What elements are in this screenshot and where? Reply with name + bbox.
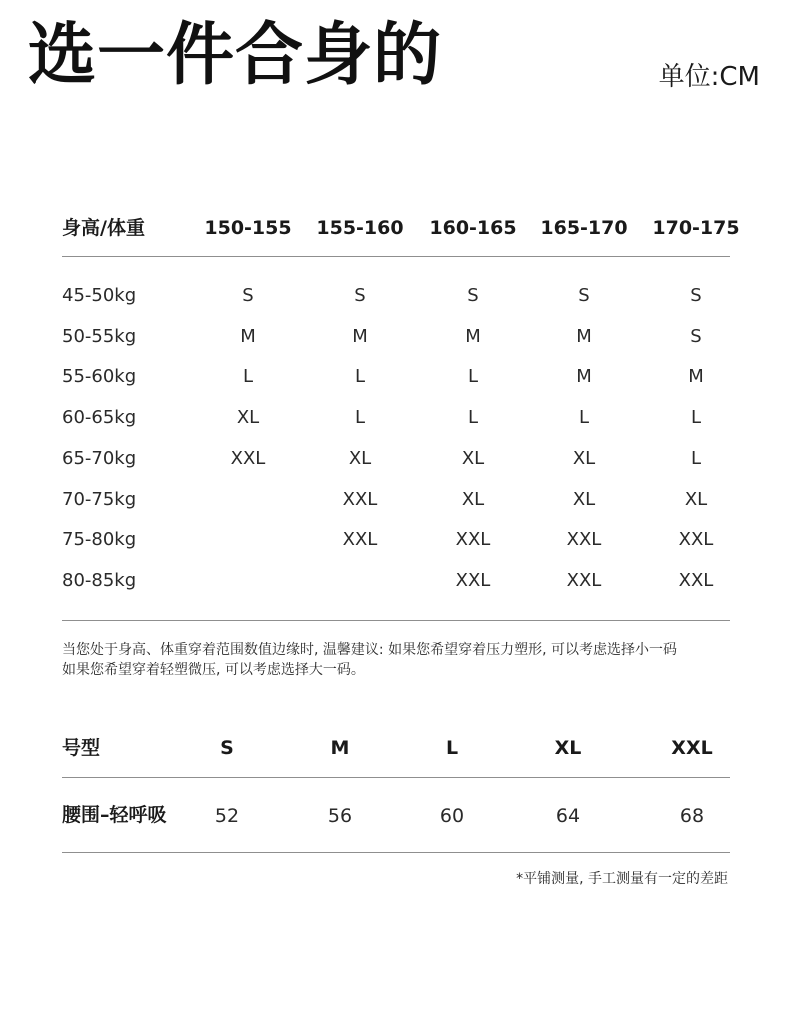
header-divider	[62, 256, 730, 257]
height-column-header: 170-175	[652, 217, 740, 239]
weight-row-label: 55-60kg	[62, 366, 137, 387]
size-cell: XL	[461, 489, 485, 510]
size-cell: S	[690, 285, 702, 306]
size-cell: XL	[236, 407, 260, 428]
size-cell: M	[240, 326, 256, 347]
waist-bottom-divider	[62, 852, 730, 853]
waist-size-header: XXL	[671, 737, 713, 759]
size-cell: XXL	[455, 529, 491, 550]
waist-header-divider	[62, 777, 730, 778]
size-cell: L	[690, 407, 702, 428]
waist-size-header: XL	[554, 737, 582, 759]
size-cell: S	[354, 285, 366, 306]
size-advice-line-1: 当您处于身高、体重穿着范围数值边缘时, 温馨建议: 如果您希望穿着压力塑形, 可以考虑选择小一码	[62, 642, 677, 658]
size-cell: XXL	[678, 570, 714, 591]
weight-row-label: 50-55kg	[62, 326, 137, 347]
size-cell: XL	[461, 448, 485, 469]
size-cell: XXL	[678, 529, 714, 550]
size-cell: L	[354, 366, 366, 387]
height-column-header: 155-160	[316, 217, 404, 239]
size-cell: XXL	[455, 570, 491, 591]
waist-value: 52	[214, 805, 240, 827]
size-advice-note	[62, 640, 742, 680]
weight-row-label: 80-85kg	[62, 570, 137, 591]
waist-row-label: 腰围–轻呼吸	[62, 804, 167, 826]
weight-row-label: 60-65kg	[62, 407, 137, 428]
size-cell: L	[578, 407, 590, 428]
size-cell: M	[576, 366, 592, 387]
size-table-corner-label: 身高/体重	[62, 217, 145, 239]
height-column-header: 150-155	[204, 217, 292, 239]
waist-table-header-label: 号型	[62, 737, 101, 759]
weight-row-label: 70-75kg	[62, 489, 137, 510]
waist-value: 60	[439, 805, 465, 827]
waist-value: 64	[555, 805, 581, 827]
size-cell: XXL	[230, 448, 266, 469]
size-cell: XXL	[566, 529, 602, 550]
size-cell: L	[467, 366, 479, 387]
unit-label: 单位:CM	[658, 62, 760, 92]
size-cell: S	[467, 285, 479, 306]
size-cell: M	[576, 326, 592, 347]
waist-size-header: M	[330, 737, 350, 759]
size-cell: XL	[572, 489, 596, 510]
size-cell: XL	[684, 489, 708, 510]
size-cell: XL	[348, 448, 372, 469]
height-column-header: 160-165	[429, 217, 517, 239]
size-advice-line-2: 如果您希望穿着轻塑微压, 可以考虑选择大一码。	[62, 662, 365, 678]
size-cell: M	[465, 326, 481, 347]
size-cell: XXL	[566, 570, 602, 591]
size-cell: XXL	[342, 489, 378, 510]
size-cell: L	[690, 448, 702, 469]
weight-row-label: 75-80kg	[62, 529, 137, 550]
measurement-footnote: *平铺测量, 手工测量有一定的差距	[516, 871, 728, 887]
size-cell: L	[467, 407, 479, 428]
table-bottom-divider	[62, 620, 730, 621]
waist-value: 68	[679, 805, 705, 827]
size-cell: XXL	[342, 529, 378, 550]
size-cell: L	[242, 366, 254, 387]
waist-size-header: S	[220, 737, 234, 759]
size-cell: M	[688, 366, 704, 387]
size-cell: XL	[572, 448, 596, 469]
size-cell: L	[354, 407, 366, 428]
size-cell: M	[352, 326, 368, 347]
waist-size-header: L	[445, 737, 459, 759]
height-column-header: 165-170	[540, 217, 628, 239]
size-cell: S	[690, 326, 702, 347]
page-title: 选一件合身的	[28, 16, 443, 95]
weight-row-label: 45-50kg	[62, 285, 137, 306]
size-cell: S	[578, 285, 590, 306]
weight-row-label: 65-70kg	[62, 448, 137, 469]
waist-value: 56	[327, 805, 353, 827]
size-cell: S	[242, 285, 254, 306]
